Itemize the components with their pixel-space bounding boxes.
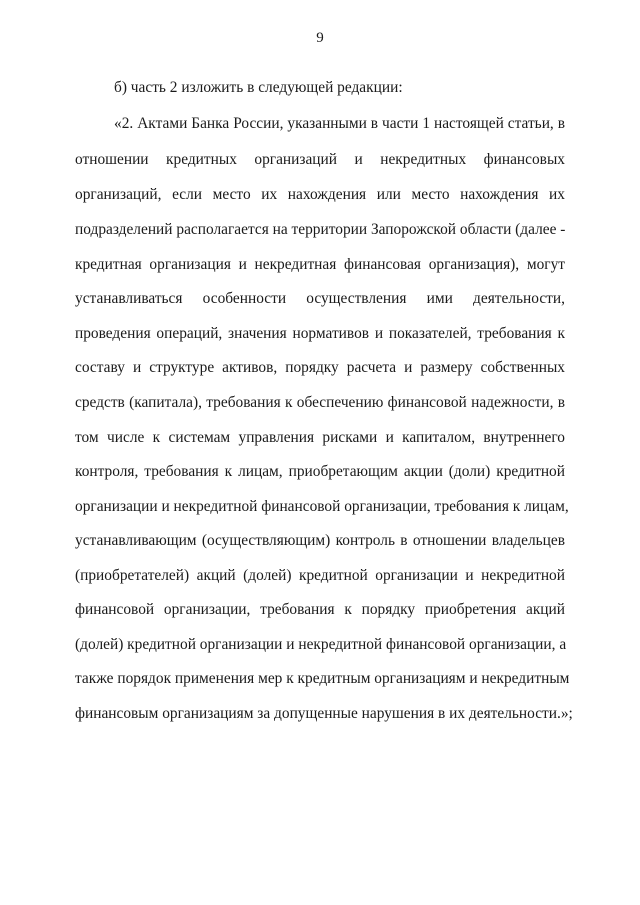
paragraph-line: организаций, если место их нахождения или место нахождения их — [75, 186, 565, 203]
paragraph-line: составу и структуре активов, порядку расчета и размеру собственных — [75, 359, 565, 376]
paragraph-line: устанавливаться особенности осуществления ими деятельности, — [75, 290, 565, 307]
paragraph-line: средств (капитала), требования к обеспечению финансовой надежности, в — [75, 394, 565, 411]
paragraph-line: организации и некредитной финансовой организации, требования к лицам, — [75, 498, 569, 515]
paragraph-line: том числе к системам управления рисками и капиталом, внутреннего — [75, 429, 565, 446]
paragraph-line: подразделений располагается на территории Запорожской области (далее - — [75, 221, 566, 238]
paragraph-line: «2. Актами Банка России, указанными в части 1 настоящей статьи, в — [114, 115, 565, 132]
paragraph-line: финансовым организациям за допущенные нарушения в их деятельности.»; — [75, 705, 573, 722]
paragraph-line: устанавливающим (осуществляющим) контроль в отношении владельцев — [75, 532, 565, 549]
paragraph-line: контроля, требования к лицам, приобретающим акции (доли) кредитной — [75, 463, 565, 480]
paragraph-line: проведения операций, значения нормативов и показателей, требования к — [75, 325, 565, 342]
paragraph-line: также порядок применения мер к кредитным организациям и некредитным — [75, 670, 570, 687]
paragraph-line: (приобретателей) акций (долей) кредитной организации и некредитной — [75, 567, 565, 584]
paragraph-line: (долей) кредитной организации и некредитной финансовой организации, а — [75, 636, 567, 653]
paragraph-line: финансовой организации, требования к порядку приобретения акций — [75, 601, 565, 618]
paragraph-line: кредитная организация и некредитная финансовая организация), могут — [75, 256, 565, 273]
page-number: 9 — [316, 30, 324, 46]
paragraph-line: отношении кредитных организаций и некредитных финансовых — [75, 151, 565, 168]
subpoint-heading: б) часть 2 изложить в следующей редакции: — [114, 79, 403, 96]
